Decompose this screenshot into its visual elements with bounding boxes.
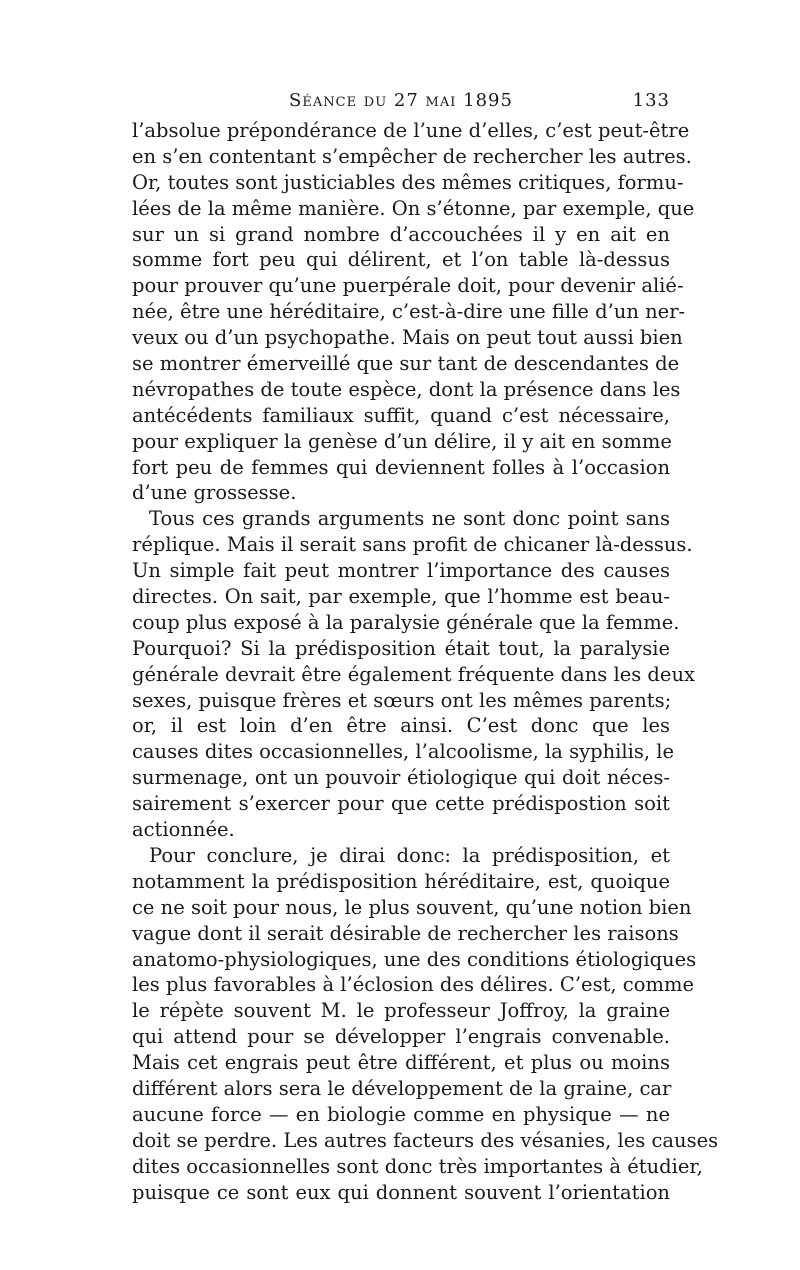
text-line: directes. On sait, par exemple, que l’homme est beau- bbox=[132, 585, 670, 609]
text-line: surmenage, ont un pouvoir étiologique qui doit néces- bbox=[132, 766, 670, 790]
text-line: anatomo-physiologiques, une des conditions étiologiques bbox=[132, 947, 697, 971]
running-head bbox=[132, 90, 670, 116]
text-line: fort peu de femmes qui deviennent folles à l’occasion bbox=[132, 455, 670, 479]
text-line: pour prouver qu’une puerpérale doit, pour devenir alié- bbox=[132, 274, 684, 298]
text-line: Pourquoi? Si la prédisposition était tout, la paralysie bbox=[132, 636, 670, 660]
text-line: Tous ces grands arguments ne sont donc point sans bbox=[149, 507, 670, 531]
text-line: le répète souvent M. le professeur Joffroy, la graine bbox=[132, 999, 670, 1023]
text-line: différent alors sera le développement de la graine, car bbox=[132, 1076, 672, 1100]
paragraph-continuation bbox=[132, 118, 695, 506]
text-line: Pour conclure, je dirai donc: la prédisposition, et bbox=[149, 843, 670, 867]
text-line: sexes, puisque frères et sœurs ont les mêmes parents; bbox=[132, 688, 672, 712]
text-line: or, il est loin d’en être ainsi. C’est donc que les bbox=[132, 714, 670, 738]
text-line: Mais cet engrais peut être différent, et plus ou moins bbox=[132, 1051, 670, 1075]
text-line: somme fort peu qui délirent, et l’on table là-dessus bbox=[132, 248, 670, 272]
text-line: en s’en contentant s’empêcher de rechercher les autres. bbox=[132, 144, 692, 168]
page-number: 133 bbox=[632, 90, 670, 111]
text-line: lées de la même manière. On s’étonne, par exemple, que bbox=[132, 196, 695, 220]
text-line: l’absolue prépondérance de l’une d’elles, c’est peut-être bbox=[132, 119, 690, 142]
text-line: sairement s’exercer pour que cette prédispostion soit bbox=[132, 792, 670, 816]
text-line: doit se perdre. Les autres facteurs des vésanies, les causes bbox=[132, 1128, 719, 1152]
text-line: antécédents familiaux suffit, quand c’est nécessaire, bbox=[132, 403, 670, 427]
text-line: névropathes de toute espèce, dont la présence dans les bbox=[132, 377, 681, 401]
text-line: dites occasionnelles sont donc très importantes à étudier, bbox=[132, 1154, 703, 1178]
paragraph-conclusion bbox=[132, 843, 719, 1205]
running-title bbox=[132, 90, 670, 111]
body-text bbox=[132, 118, 719, 1205]
text-line: aucune force — en biologie comme en physique — ne bbox=[132, 1102, 670, 1126]
text-line: notamment la prédisposition héréditaire, est, quoique bbox=[132, 869, 670, 893]
text-line: vague dont il serait désirable de rechercher les raisons bbox=[132, 921, 679, 945]
text-line: née, être une héréditaire, c’est-à-dire une fille d’un ner- bbox=[132, 300, 686, 324]
text-line: veux ou d’un psychopathe. Mais on peut tout aussi bien bbox=[132, 326, 683, 350]
text-line: puisque ce sont eux qui donnent souvent l’orientation bbox=[132, 1180, 670, 1204]
running-title-month: mai bbox=[425, 90, 457, 111]
running-title-session: Séance du bbox=[289, 90, 388, 111]
text-line: se montrer émerveillé que sur tant de descendantes de bbox=[132, 352, 680, 376]
text-line: actionnée. bbox=[132, 818, 235, 842]
text-line: causes dites occasionnelles, l’alcoolisme, la syphilis, le bbox=[132, 740, 675, 764]
text-line: les plus favorables à l’éclosion des délires. C’est, comme bbox=[132, 973, 694, 997]
text-line: pour expliquer la genèse d’un délire, il y ait en somme bbox=[132, 429, 672, 453]
text-line: coup plus exposé à la paralysie générale que la femme. bbox=[132, 610, 680, 634]
paragraph-arguments bbox=[132, 506, 696, 843]
text-line: Or, toutes sont justiciables des mêmes critiques, formu- bbox=[132, 170, 684, 194]
text-line: réplique. Mais il serait sans profit de chicaner là-dessus. bbox=[132, 533, 693, 557]
text-line: générale devrait être également fréquente dans les deux bbox=[132, 662, 696, 686]
running-title-year: 1895 bbox=[463, 90, 513, 111]
running-title-day: 27 bbox=[393, 90, 419, 111]
text-line: d’une grossesse. bbox=[132, 481, 297, 505]
text-line: Un simple fait peut montrer l’importance des causes bbox=[132, 559, 670, 583]
text-line: ce ne soit pour nous, le plus souvent, qu’une notion bien bbox=[132, 895, 692, 919]
text-line: sur un si grand nombre d’accouchées il y en ait en bbox=[132, 222, 670, 246]
text-line: qui attend pour se développer l’engrais convenable. bbox=[132, 1025, 670, 1049]
